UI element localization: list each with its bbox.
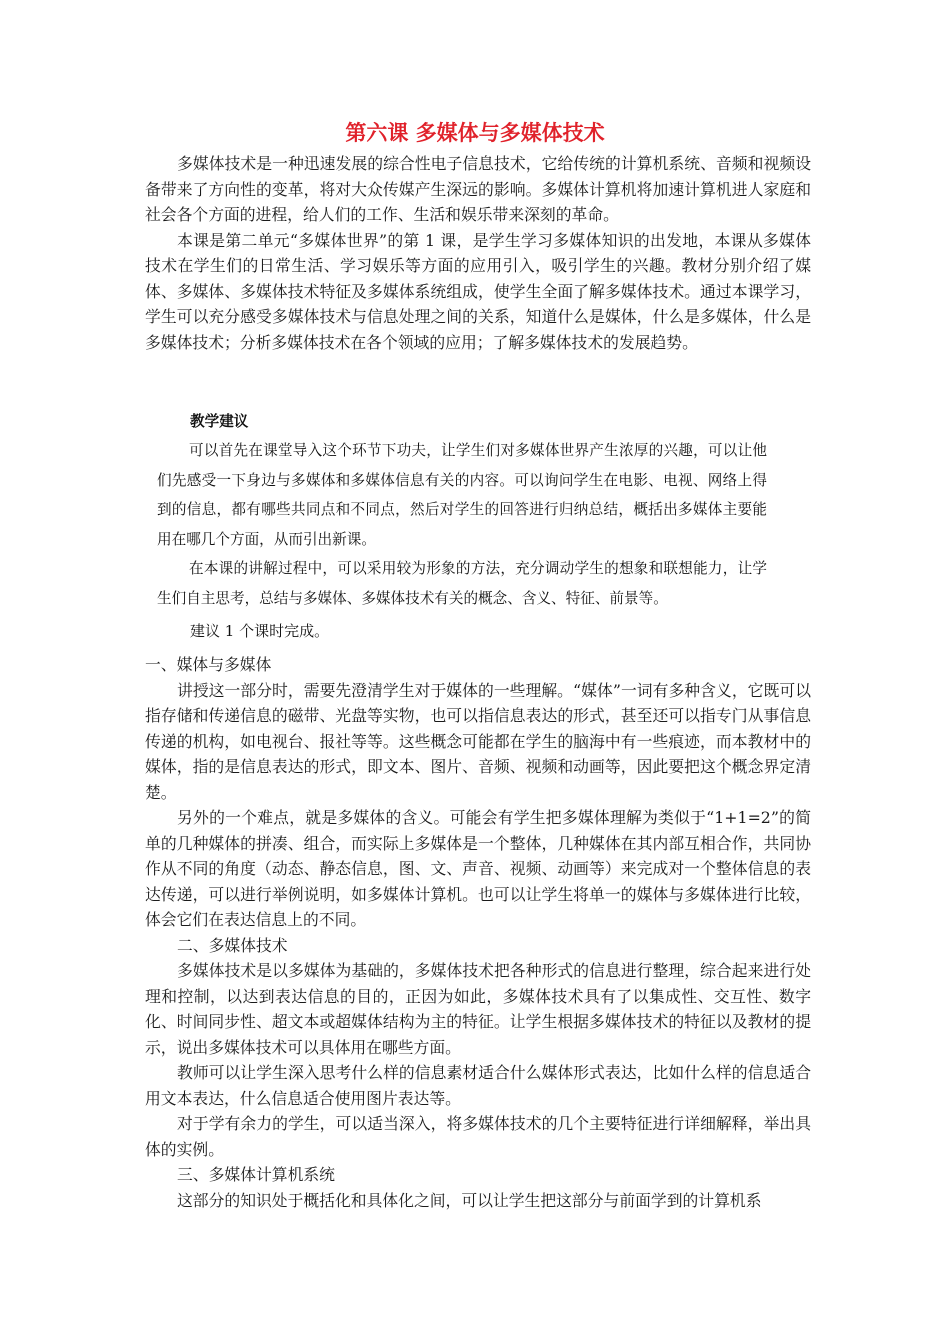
lesson-hour-note: 建议 1 个课时完成。 (190, 622, 330, 640)
section-2-heading: 二、多媒体技术 (177, 935, 288, 955)
teaching-section (157, 436, 767, 614)
teaching-paragraph-2: 在本课的讲解过程中，可以采用较为形象的方法，充分调动学生的想象和联想能力，让学生们自主思考，总结与多媒体、多媒体技术有关的概念、含义、特征、前景等。 (157, 560, 767, 607)
section-2-paragraph-1: 多媒体技术是以多媒体为基础的，多媒体技术把各种形式的信息进行整理，综合起来进行处理和控制，以达到表达信息的目的，正因为如此，多媒体技术具有了以集成性、交互性、数字化、时间同步性、超文本或超媒体结构为主的特征。让学生根据多媒体技术的特征以及教材的提示，说出多媒体技术可以具体用在哪些方面。 (145, 961, 811, 1057)
section-1-paragraph-2: 另外的一个难点，就是多媒体的含义。可能会有学生把多媒体理解为类似于“1+1=2”的简单的几种媒体的拼凑、组合，而实际上多媒体是一个整体，几种媒体在其内部互相合作，共同协作从不同的角度（动态、静态信息，图、文、声音、视频、动画等）来完成对一个整体信息的表达传递，可以进行举例说明，如多媒体计算机。也可以让学生将单一的媒体与多媒体进行比较，体会它们在表达信息上的不同。 (145, 808, 811, 929)
section-1-paragraph-1: 讲授这一部分时，需要先澄清学生对于媒体的一些理解。“媒体”一词有多种含义，它既可以指存储和传递信息的磁带、光盘等实物，也可以指信息表达的形式，甚至还可以指专门从事信息传递的机构，如电视台、报社等等。这些概念可能都在学生的脑海中有一些痕迹，而本教材中的媒体，指的是信息表达的形式，即文本、图片、音频、视频和动画等，因此要把这个概念界定清楚。 (145, 680, 811, 802)
section-3-heading: 三、多媒体计算机系统 (177, 1165, 335, 1184)
section-2-paragraph-2: 教师可以让学生深入思考什么样的信息素材适合什么媒体形式表达，比如什么样的信息适合用文本表达，什么信息适合使用图片表达等。 (145, 1063, 811, 1108)
intro-paragraph-2: 本课是第二单元“多媒体世界”的第 1 课，是学生学习多媒体知识的出发地，本课从多媒体技术在学生们的日常生活、学习娱乐等方面的应用引入，吸引学生的兴趣。教材分别介绍了媒体、多媒体、多媒体技术特征及多媒体系统组成，使学生全面了解多媒体技术。通过本课学习，学生可以充分感受多媒体技术与信息处理之间的关系，知道什么是媒体，什么是多媒体，什么是多媒体技术；分析多媒体技术在各个领域的应用；了解多媒体技术的发展趋势。 (145, 230, 811, 352)
section-1-heading: 一、媒体与多媒体 (145, 655, 272, 674)
intro-section (145, 151, 811, 355)
section-3-paragraph-1: 这部分的知识处于概括化和具体化之间，可以让学生把这部分与前面学到的计算机系 (177, 1190, 762, 1210)
section-1 (145, 652, 811, 1213)
page-title: 第六课 多媒体与多媒体技术 (345, 120, 605, 145)
intro-paragraph-1: 多媒体技术是一种迅速发展的综合性电子信息技术，它给传统的计算机系统、音频和视频设备带来了方向性的变革，将对大众传媒产生深远的影响。多媒体计算机将加速计算机进人家庭和社会各个方面的进程，给人们的工作、生活和娱乐带来深刻的革命。 (145, 154, 811, 224)
teaching-paragraph-1: 可以首先在课堂导入这个环节下功夫，让学生们对多媒体世界产生浓厚的兴趣，可以让他们先感受一下身边与多媒体和多媒体信息有关的内容。可以询问学生在电影、电视、网络上得到的信息，都有哪些共同点和不同点，然后对学生的回答进行归纳总结，概括出多媒体主要能用在哪几个方面，从而引出新课。 (157, 442, 767, 548)
teaching-heading: 教学建议 (190, 413, 249, 430)
section-2-paragraph-3: 对于学有余力的学生，可以适当深入，将多媒体技术的几个主要特征进行详细解释，举出具体的实例。 (145, 1114, 811, 1159)
